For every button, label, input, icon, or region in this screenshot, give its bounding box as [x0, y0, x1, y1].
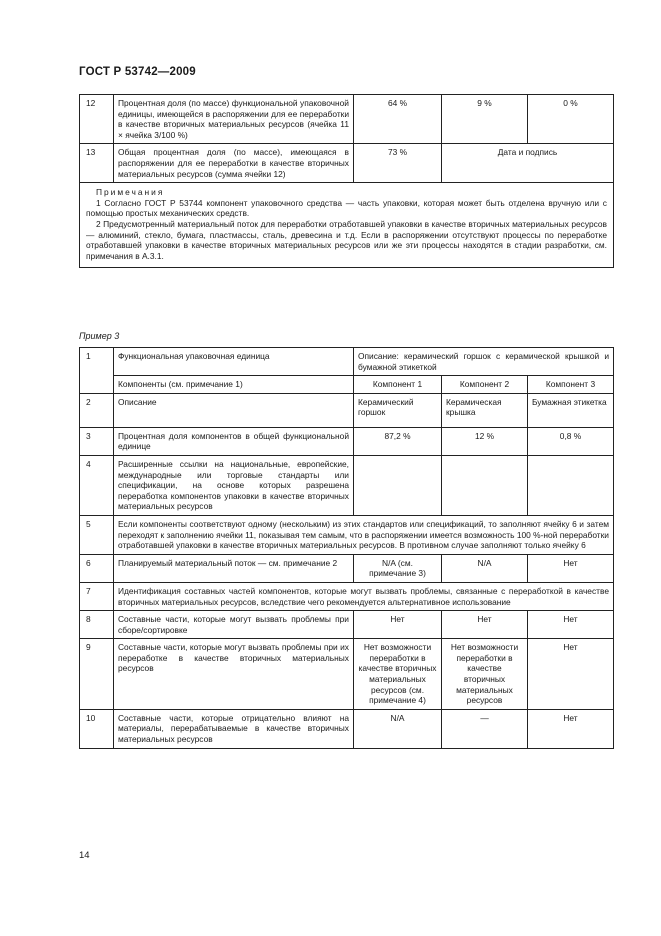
component-3-value: 0,8 %	[528, 427, 614, 455]
row-number: 2	[80, 393, 114, 427]
component-2-value: 12 %	[442, 427, 528, 455]
component-2-header: Компонент 2	[442, 376, 528, 394]
row-number: 3	[80, 427, 114, 455]
component-3-value: Бумажная этикетка	[528, 393, 614, 427]
row-number: 5	[80, 515, 114, 554]
row-number: 7	[80, 582, 114, 610]
note-1: 1 Согласно ГОСТ Р 53744 компонент упаковочного средства — часть упаковки, которая может быть отделена вручную или с помощью простых механических средств.	[86, 197, 607, 219]
example-3-table	[79, 347, 614, 749]
component-1-header: Компонент 1	[354, 376, 442, 394]
component-2-value: Керамическая крышка	[442, 393, 528, 427]
notes-row	[80, 183, 614, 268]
instruction-text: Если компоненты соответствуют одному (нескольким) из этих стандартов или спецификаций, то заполняют ячейку 6 и затем переходят к заполнению ячейки 11, показывая тем самым, что в распоряжении имеется возможность 100 %-ной переработки отработавшей упаковки в качестве вторичных материальных ресурсов. В противном случае заполняют только ячейку 6	[114, 515, 614, 554]
notes-cell	[80, 183, 614, 268]
row-description: Общая процентная доля (по массе), имеющаяся в распоряжении для ее переработки в качестве вторичных материальных ресурсов (сумма ячейки 12)	[114, 144, 354, 183]
component-2-value: N/A	[442, 554, 528, 582]
table-row	[80, 348, 614, 376]
table-row	[80, 376, 614, 394]
row-description: Составные части, которые могут вызвать проблемы при их переработке в качестве вторичных материальных ресурсов	[114, 639, 354, 710]
component-1-value	[354, 455, 442, 515]
document-header: ГОСТ Р 53742—2009	[79, 66, 196, 78]
component-1-value: 87,2 %	[354, 427, 442, 455]
row-number: 13	[80, 144, 114, 183]
row-description: Составные части, которые могут вызвать проблемы при сборе/сортировке	[114, 611, 354, 639]
component-1-value: N/A	[354, 709, 442, 748]
row-description: Расширенные ссылки на национальные, европейские, международные или торговые стандарты или спецификации, на основе которых разрешена переработка компонентов упаковки в качестве вторичных материальных ресурсов	[114, 455, 354, 515]
component-3-value	[528, 455, 614, 515]
component-1-value: Керамический горшок	[354, 393, 442, 427]
row-number: 1	[80, 348, 114, 394]
component-3-value: Нет	[528, 639, 614, 710]
example-label: Пример 3	[79, 331, 120, 341]
component-2-value: —	[442, 709, 528, 748]
total-value: 73 %	[354, 144, 442, 183]
row-number: 9	[80, 639, 114, 710]
table-row	[80, 95, 614, 144]
continuation-table	[79, 94, 614, 268]
row-description: Составные части, которые отрицательно влияют на материалы, перерабатываемые в качестве вторичных материальных ресурсов	[114, 709, 354, 748]
table-row	[80, 611, 614, 639]
table-row	[80, 427, 614, 455]
table-row	[80, 709, 614, 748]
component-1-value: Нет возможности переработки в качестве вторичных материальных ресурсов (см. примечание 4)	[354, 639, 442, 710]
date-signature-cell: Дата и подпись	[442, 144, 614, 183]
row-description: Процентная доля (по массе) функциональной упаковочной единицы, имеющейся в распоряжении для ее переработки в качестве вторичных материальных ресурсов (ячейка 11 × ячейка 3/100 %)	[114, 95, 354, 144]
instruction-text: Идентификация составных частей компонентов, которые могут вызвать проблемы, связанные с переработкой в качестве вторичных материальных ресурсов, вследствие чего рекомендуется альтернативное использование	[114, 582, 614, 610]
row-number: 4	[80, 455, 114, 515]
component-2-value: 9 %	[442, 95, 528, 144]
component-2-value: Нет возможности переработки в качестве вторичных материальных ресурсов	[442, 639, 528, 710]
component-3-value: Нет	[528, 554, 614, 582]
table-row	[80, 455, 614, 515]
row-description: Функциональная упаковочная единица	[114, 348, 354, 376]
component-3-header: Компонент 3	[528, 376, 614, 394]
table-row	[80, 144, 614, 183]
table-row	[80, 515, 614, 554]
row-description: Описание	[114, 393, 354, 427]
row-number: 10	[80, 709, 114, 748]
note-2: 2 Предусмотренный материальный поток для переработки отработавшей упаковки в качестве вторичных материальных ресурсов — алюминий, стекло, бумага, пластмассы, сталь, древесина и т.д. Если в распоряжении отсутствуют процессы по переработке отработавшей упаковки в качестве вторичных материальных ресурсов или же эти процессы находятся в стадии разработки, см. примечания в А.3.1.	[86, 218, 607, 261]
component-1-value: 64 %	[354, 95, 442, 144]
row-description: Планируемый материальный поток — см. примечание 2	[114, 554, 354, 582]
component-2-value	[442, 455, 528, 515]
table-row	[80, 582, 614, 610]
component-3-value: 0 %	[528, 95, 614, 144]
row-number: 6	[80, 554, 114, 582]
component-1-value: Нет	[354, 611, 442, 639]
row-description: Процентная доля компонентов в общей функциональной единице	[114, 427, 354, 455]
component-3-value: Нет	[528, 709, 614, 748]
row-number: 12	[80, 95, 114, 144]
unit-description: Описание: керамический горшок с керамической крышкой и бумажной этикеткой	[354, 348, 614, 376]
notes-title: Примечания	[96, 187, 165, 198]
component-1-value: N/A (см. примечание 3)	[354, 554, 442, 582]
component-3-value: Нет	[528, 611, 614, 639]
page-number: 14	[79, 850, 90, 861]
table-row	[80, 639, 614, 710]
component-2-value: Нет	[442, 611, 528, 639]
table-row	[80, 554, 614, 582]
row-number: 8	[80, 611, 114, 639]
table-row	[80, 393, 614, 427]
components-label: Компоненты (см. примечание 1)	[114, 376, 354, 394]
